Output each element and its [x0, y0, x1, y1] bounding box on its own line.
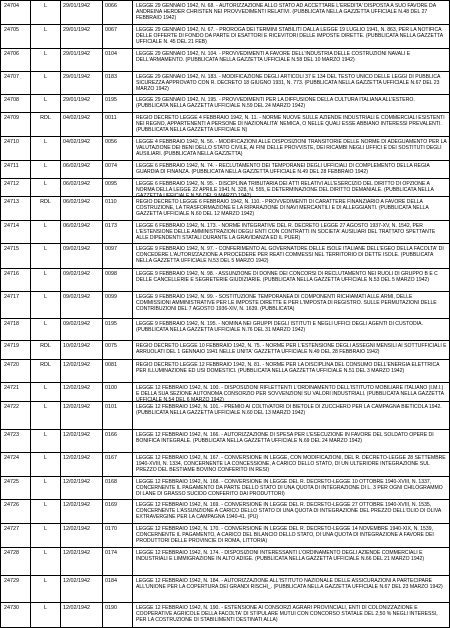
act-type: L	[30, 292, 60, 318]
table-row	[0, 112, 450, 136]
table-row	[0, 291, 450, 318]
act-number: 0074	[102, 161, 132, 178]
act-number: 0166	[102, 430, 132, 452]
act-date: 09/02/1942	[60, 319, 102, 340]
act-date: 12/02/1942	[60, 524, 102, 547]
record-number: 24711	[0, 161, 30, 178]
record-number: 24709	[0, 113, 30, 136]
act-number: 0101	[102, 402, 132, 429]
record-number: 24726	[0, 500, 30, 523]
act-description: LEGGE 12 FEBBRAIO 1942, N. 100. - DISPOSIZIONI RIFLETTENTI L'ORDINAMENTO DELL'ISTITUTO MOBILIARE ITALIANO (I.M.I.) E DELLA SUA SEZIONE AUTONOMA CONSORZIO PER SOVVENZIONI SU VALORI INDUSTRIALI. (PUBBLICATA NELLA GAZZETTA UFFICIALE N.54 DEL 6 MARZO 1942)	[132, 383, 450, 401]
act-type: L	[30, 453, 60, 476]
table-row	[0, 71, 450, 94]
act-date: 06/02/1942	[60, 161, 102, 178]
table-row	[0, 499, 450, 523]
table-row	[0, 243, 450, 268]
act-type: L	[30, 137, 60, 160]
act-date: 29/01/1942	[60, 95, 102, 112]
act-number: 0170	[102, 524, 132, 547]
act-description: REGIO DECRETO LEGGE 6 FEBBRAIO 1942, N. 110. - PROVVEDIMENTI DI CARATTERE FINANZIARIO A FAVORE DELLA COSTRUZIONE, LA TRASFORMAZIONE E LA RIPARAZIONE DI NAVI MERCANTILI E DI ALLEGGIANTI. (PUBBLICATA NELLA GAZZETTA UFFICIALE N.60 DEL 12 MARZO 1942)	[132, 197, 450, 220]
table-row	[0, 268, 450, 291]
record-number: 24708	[0, 95, 30, 112]
table-row	[0, 523, 450, 547]
act-date: 04/02/1942	[60, 113, 102, 136]
act-description: LEGGE 9 FEBBRAIO 1942, N. 99. - SOSTITUZIONE TEMPORANEA DI COMPONENTI RICHIAMATI ALLE ARMI, DELLE COMMISSIONI AMMINISTRATIVE PER LE IMPOSTE DIRETTE E PER L'IMPOSTA DI REGISTRO. SULLE PERMUTAZIONI DELLE CONTRIBUZIONI DEL 7 AGOSTO 1936-XIV, N. 1639. (PUBBLICATA)	[132, 292, 450, 318]
act-description: LEGGE 12 FEBBRAIO 1942, N. 190. - ESTENSIONE AI CONSORZI AGRARI PROVINCIALI, ENTI DI COLONIZZAZIONE E COOPERATIVE AGRICOLE DELLA FACOLTA' DI STIPULARE MUTUI CON CONCORSO STATALE DEL 2,50 % NEGLI INTERESSI, PER LA COSTRUZIONE DI STABILIMENTI DESTINATI ALLA)	[132, 603, 450, 627]
act-description: LEGGE 9 FEBBRAIO 1942, N. 97. - CONFERIMENTO AL GOVERNATORE DELLE ISOLE ITALIANE DELL'EGEO DELLA FACOLTA' DI CONCEDERE L'AUTORIZZAZIONE A PROCEDERE PER REATI COMMESSI NEL TERRITORIO DI DETTE ISOLE. (PUBBLICATA NELLA GAZZETTA UFFICIALE N.53 DEL 5 MARZO 1942)	[132, 244, 450, 268]
act-description: LEGGE 12 FEBBRAIO 1942, N. 184. - AUTORIZZAZIONE ALL'ISTITUTO NAZIONALE DELLE ASSICURAZIONI A PARTECIPARE ALL'UNIONE PER LA COPERTURA DEI GRANDI RISCHI_. (PUBBLICATA NELLA GAZZETTA UFFICIALE N.67 DEL 23 MARZO 1942)	[132, 576, 450, 602]
act-type: L	[30, 402, 60, 429]
act-date: 06/02/1942	[60, 221, 102, 243]
act-number: 0100	[102, 383, 132, 401]
act-date: 12/02/1942	[60, 383, 102, 401]
table-row	[0, 401, 450, 429]
act-type: RDL	[30, 360, 60, 382]
record-number: 24714	[0, 221, 30, 243]
table-row	[0, 452, 450, 476]
act-description: LEGGE 29 GENNAIO 1942, N. 104. - PROVVEDIMENTI A FAVORE DELL'INDUSTRIA DELLE COSTRUZIONI NAVALI E DELL'ARMAMENTO. (PUBBLICATA NELLA GAZZETTA UFFICIALE N.58 DEL 10 MARZO 1942)	[132, 49, 450, 71]
act-number: 0066	[102, 1, 132, 24]
table-row	[0, 429, 450, 452]
act-date: 09/02/1942	[60, 244, 102, 268]
act-type: L	[30, 95, 60, 112]
record-number: 24721	[0, 383, 30, 401]
act-number: 0184	[102, 576, 132, 602]
act-date: 12/02/1942	[60, 603, 102, 627]
act-description: LEGGE 29 GENNAIO 1942, N. 183. - MODIFICAZIONE DEGLI ARTICOLI 37 E 134 DEL TESTO UNICO DELLE LEGGI DI PUBBLICA SICUREZZA APPROVATO CON R. DECRETO 18 GIUGNO 1931, N. 773. (PUBBLICATA NELLA GAZZETTA UFFICIALE N.67 DEL 23 MARZO 1942)	[132, 72, 450, 94]
act-date: 06/02/1942	[60, 179, 102, 196]
act-date: 12/02/1942	[60, 402, 102, 429]
act-date: 12/02/1942	[60, 500, 102, 523]
act-type: L	[30, 524, 60, 547]
record-number: 24722	[0, 402, 30, 429]
table-row	[0, 160, 450, 178]
record-number: 24723	[0, 430, 30, 452]
act-type: L	[30, 576, 60, 602]
act-type: L	[30, 603, 60, 627]
record-number: 24712	[0, 179, 30, 196]
act-description: LEGGE 9 FEBBRAIO 1942, N. 98. - ASSUNZIONE DI DONNE DEI CONCORSI DI RECLUTAMENTO NEI RUOLI DI GRUPPO B E C DELLE CANCELLERIE E SEGRETERIE GIUDIZIARIE. (PUBBLICATA NELLA GAZZETTA UFFICIALE N.53 DEL 5 MARZO 1942)	[132, 269, 450, 291]
act-number: 0190	[102, 603, 132, 627]
record-number: 24725	[0, 477, 30, 499]
act-description: LEGGE 12 FEBBRAIO 1942, N. 169. - CONVERSIONE IN LEGGE DEL R. DECRETO-LEGGE 27 OTTOBRE 1940-XVIII, N. 1535, CONCERNENTE L'ASSUNZIONE A CARICO DELLO STATO DI UNA QUOTA DI INTEGRAZIONE DEL PREZZO DELL'OLIO DI OLIVA EXTRAVERGINE PER LA CAMPAGNA 1940-41. (PU)	[132, 500, 450, 523]
record-number: 24705	[0, 25, 30, 48]
act-description: LEGGE 4 FEBBRAIO 1942, N. 56. - MODIFICAZIONI ALLE DISPOSIZIONI TRANSITORIE DELLE NORME DI ADEGUAMENTO PER LA VALUTAZIONE DEI BENI DELLO STATO CIVILE, AI FINI DELLE PROVVISTE, DEI RICAMBI NEGLI UFFICI E DEI SOSTITUTI DEGLI AUSILIARI. (PUBBLICATA NELLA GAZZETTA)	[132, 137, 450, 160]
act-type: L	[30, 49, 60, 71]
act-type: L	[30, 430, 60, 452]
act-number: 0056	[102, 137, 132, 160]
record-number: 24717	[0, 292, 30, 318]
act-number: 0167	[102, 453, 132, 476]
act-number: 0173	[102, 221, 132, 243]
act-date: 29/01/1942	[60, 1, 102, 24]
act-number: 0097	[102, 244, 132, 268]
act-type: L	[30, 319, 60, 340]
table-row	[0, 220, 450, 243]
act-number: 0099	[102, 292, 132, 318]
act-type: L	[30, 477, 60, 499]
act-description: LEGGE 12 FEBBRAIO 1942, N. 166. - AUTORIZZAZIONE DI SPESA PER L'ESECUZIONE IN FAVORE DEL SOLDATO OPERE DI BONIFICA INTEGRALE. (PUBBLICATA NELLA GAZZETTA UFFICIALE N.69 DEL 24 MARZO 1942)	[132, 430, 450, 452]
act-number: 0098	[102, 269, 132, 291]
record-number: 24707	[0, 72, 30, 94]
act-description: LEGGE 6 FEBBRAIO 1942, N. 74. - RECLUTAMENTO DEI TEMPORANEI DEGLI UFFICIALI DI COMPLEMENTO DELLA REGIA GUARDIA DI FINANZA. (PUBBLICATA NELLA GAZZETTA UFFICIALE N.49 DEL 28 FEBBRAIO 1942)	[132, 161, 450, 178]
act-number: 0110	[102, 197, 132, 220]
act-description: LEGGE 29 GENNAIO 1942, N. 67. - PROROGA DEI TERMINI STABILITI DALLA LEGGE 19 LUGLIO 1941, N. 863, PER LA NOTIFICA DELLE OFFERTE DI FONDO DA PARTE DI ESATTORI E RICEVITORI DELLE IMPOSTE DIRETTE. (PUBBLICATA NELLA GAZZETTA UFFICIALE N. 45 DEL 21 FEB)	[132, 25, 450, 48]
act-number: 0011	[102, 113, 132, 136]
act-description: LEGGE 12 FEBBRAIO 1942, N. 168. - CONVERSIONE IN LEGGE DEL R. DECRETO-LEGGE 10 OTTOBRE 1940-XVIII, N. 1337, CONCERNENTE IL PAGAMENTO DA PARTE DELLO STATO DI UNA QUOTA DI INTEGRAZIONE DI L. 3 PER OGNI CHILOGRAMMO DI LANE DI GRASSO SUCIDO CONFERITO DAI PRODUTTORI)	[132, 477, 450, 499]
act-number: 0081	[102, 360, 132, 382]
act-type: RDL	[30, 113, 60, 136]
act-date: 06/02/1942	[60, 197, 102, 220]
act-description: LEGGE 12 FEBBRAIO 1942, N. 174. - DISPOSIZIONI INTERESSANTI L'ORDINAMENTO DEGLI AZIENDE COMMERCIALI E INDUSTRIALI E LIMMIGRAZIONE IN ALTO ADIGE. (PUBBLICATA NELLA GAZZETTA UFFICIALE N.66 DEL 21 MARZO 1942)	[132, 548, 450, 575]
act-description: LEGGE 6 FEBBRAIO 1942, N. 173. - NORME INTEGRATIVE DEL R. DECRETO LEGGE 27 AGOSTO 1937-XV, N. 1542, PER L'ESTENSIONE DELLE AMMINISTRAZIONI DEGLI ENTI CON CONTRATTI IN SOCIETA' AUSILIARI DEL TRATTATO SPETTANTE ALLE DIPENDENTI STATALI DURANTE LA GRAVIDANZA ED IL PUER)	[132, 221, 450, 243]
act-date: 12/02/1942	[60, 576, 102, 602]
act-description: LEGGE 29 GENNAIO 1942, N. 195. - PROVVEDIMENTI PER LA DIFFUSIONE DELLA CULTURA ITALIANA ALL'ESTERO. (PUBBLICATA NELLA GAZZETTA UFFICIALE N.59 DEL 24 MARZO 1942)	[132, 95, 450, 112]
act-type: L	[30, 548, 60, 575]
act-date: 12/02/1942	[60, 548, 102, 575]
table-row	[0, 48, 450, 71]
record-number: 24706	[0, 49, 30, 71]
act-number: 0067	[102, 25, 132, 48]
record-number: 24715	[0, 244, 30, 268]
act-date: 04/02/1942	[60, 137, 102, 160]
table-row	[0, 340, 450, 359]
record-number: 24710	[0, 137, 30, 160]
act-number: 0169	[102, 500, 132, 523]
act-description: REGIO DECRETO LEGGE 10 FEBBRAIO 1942, N. 75. - NORME PER L'ESTENSIONE DEGLI ASSEGNI MENSILI AI SOTTUFFICIALI E ARRUOLATI DEL 1 GENNAIO 1941 NELLE UNITA' GAZZETTA UFFICIALE N.49 DEL 28 FEBBRAIO 1942)	[132, 341, 450, 359]
act-date: 12/02/1942	[60, 360, 102, 382]
act-type: L	[30, 25, 60, 48]
act-number: 0195	[102, 95, 132, 112]
act-type: L	[30, 269, 60, 291]
table-row	[0, 196, 450, 220]
table-row	[0, 476, 450, 499]
act-type: L	[30, 1, 60, 24]
act-description: LEGGE 6 FEBBRAIO 1942, N. 95. - DISCIPLINA TRIBUTARIA DEI ATTI RELATIVI ALL'ESERCIZIO DEL DIRITTO DI OPZIONE A NORMA DELLA LEGGE 22 APRILE 1941 N. 328, N. 555, E DETERMINAZIONE DEL DIRITTO DEMANIALE. (PUBBLICATA NELLA GAZZETTA UFFICIALE N.56 DEL 9 MARZO 1942)	[132, 179, 450, 196]
act-type: L	[30, 221, 60, 243]
record-number: 24704	[0, 1, 30, 24]
act-number: 0168	[102, 477, 132, 499]
table-row	[0, 359, 450, 382]
act-type: L	[30, 179, 60, 196]
record-number: 24719	[0, 341, 30, 359]
act-description: REGIO DECRETO LEGGE 12 FEBBRAIO 1942, N. 81. - NORME PER LA DISCIPLINA DEL CONSUMO DELL'ENERGIA ELETTRICA PER ILLUMINAZIONE ED USI DOMESTICI. (PUBBLICATA NELLA GAZZETTA UFFICIALE N.51 DEL 3 MARZO 1942)	[132, 360, 450, 382]
table-row	[0, 575, 450, 602]
table-row	[0, 94, 450, 112]
record-number: 24727	[0, 524, 30, 547]
record-number: 24713	[0, 197, 30, 220]
table-row	[0, 602, 450, 628]
act-date: 12/02/1942	[60, 477, 102, 499]
act-type: L	[30, 383, 60, 401]
table-row	[0, 547, 450, 575]
record-number: 24730	[0, 603, 30, 627]
act-date: 29/01/1942	[60, 49, 102, 71]
act-date: 09/02/1942	[60, 292, 102, 318]
record-number: 24728	[0, 548, 30, 575]
record-number: 24718	[0, 319, 30, 340]
act-type: L	[30, 500, 60, 523]
act-date: 10/02/1942	[60, 341, 102, 359]
act-number: 0075	[102, 341, 132, 359]
record-number: 24724	[0, 453, 30, 476]
act-number: 0095	[102, 179, 132, 196]
act-date: 12/02/1942	[60, 453, 102, 476]
act-type: RDL	[30, 341, 60, 359]
table-row	[0, 136, 450, 160]
act-date: 12/02/1942	[60, 430, 102, 452]
table-row	[0, 178, 450, 200]
act-type: L	[30, 244, 60, 268]
act-type: L	[30, 72, 60, 94]
table-row	[0, 318, 450, 340]
act-date: 29/01/1942	[60, 25, 102, 48]
act-number: 0195	[102, 319, 132, 340]
act-description: LEGGE 12 FEBBRAIO 1942, N. 170. - CONVERSIONE IN LEGGE DEL R. DECRETO-LEGGE 14 NOVEMBRE 1940-XIX, N. 1539, CONCERNENTE IL PAGAMENTO, A CARICO DEL BILANCIO DELLO STATO, DI UNA QUOTA DI INTEGRAZIONE A FAVORE DEI PRODUTTORI DELLE PROVINCIE DI ROMA, LITTORIA)	[132, 524, 450, 547]
act-type: L	[30, 161, 60, 178]
record-number: 24729	[0, 576, 30, 602]
act-date: 09/02/1942	[60, 269, 102, 291]
act-description: LEGGE 12 FEBBRAIO 1942, N. 101. - PREMIO AI COLTIVATORI DI BIETOLE DI ZUCCHERO PER LA CAMPAGNA BIETICOLA 1942. (PUBBLICATA NELLA GAZZETTA UFFICIALE N.60 DEL 13 MARZO 1942)	[132, 402, 450, 429]
act-description: REGIO DECRETO LEGGE 4 FEBBRAIO 1942, N. 11. - NORME NUOVE SULLE AZIENDE INDUSTRIALI E COMMERCIALI ESISTENTI NEI REGNO, APPARTENENTI A PERSONE DI NAZIONALITA' NEMICA, O NELLE QUALI ESSE ABBIANO INTERESSI PREVALENTI. (PUBBLICATA NELLA GAZZETTA UFFICIALE N)	[132, 113, 450, 136]
act-number: 0174	[102, 548, 132, 575]
act-number: 0104	[102, 49, 132, 71]
table-row	[0, 0, 450, 24]
table-row	[0, 382, 450, 404]
act-description: LEGGE 9 FEBBRAIO 1942, N. 195. - NOMINA NEI GRUPPI DEGLI ISTITUTI E NEGLI UFFICI DEGLI AGENTI DI CUSTODIA. (PUBBLICATA NELLA GAZZETTA UFFICIALE N.76 DEL 31 MARZO 1942)	[132, 319, 450, 340]
act-description: LEGGE 12 FEBBRAIO 1942, N. 167. - CONVERSIONE IN LEGGE, CON MODIFICAZIONI, DEL R. DECRETO-LEGGE 28 SETTEMBRE 1940-XVIII, N. 1334, CONCERNENTE LA CONCESSIONE, A CARICO DELLO STATO, DI UN ULTERIORE INTEGRAZIONE SUL PREZZO DEL BESTIAME BOVINO CONFERITO IN RESI)	[132, 453, 450, 476]
table-row	[0, 24, 450, 48]
act-number: 0183	[102, 72, 132, 94]
record-number: 24716	[0, 269, 30, 291]
act-date: 29/01/1942	[60, 72, 102, 94]
act-type: RDL	[30, 197, 60, 220]
act-description: LEGGE 29 GENNAIO 1942, N. 68. - AUTORIZZAZIONE ALLO STATO AD ACCETTARE L'EREDITA' DISPOSTA A SUO FAVORE DA ANDREINA HERDER CHRISTEN NEI PROVVEDIMENTI RELATIVI. (PUBBLICATA NELLA GAZZETTA UFFICIALE N.48 DEL 27 FEBBRAIO 1942)	[132, 1, 450, 24]
record-number: 24720	[0, 360, 30, 382]
